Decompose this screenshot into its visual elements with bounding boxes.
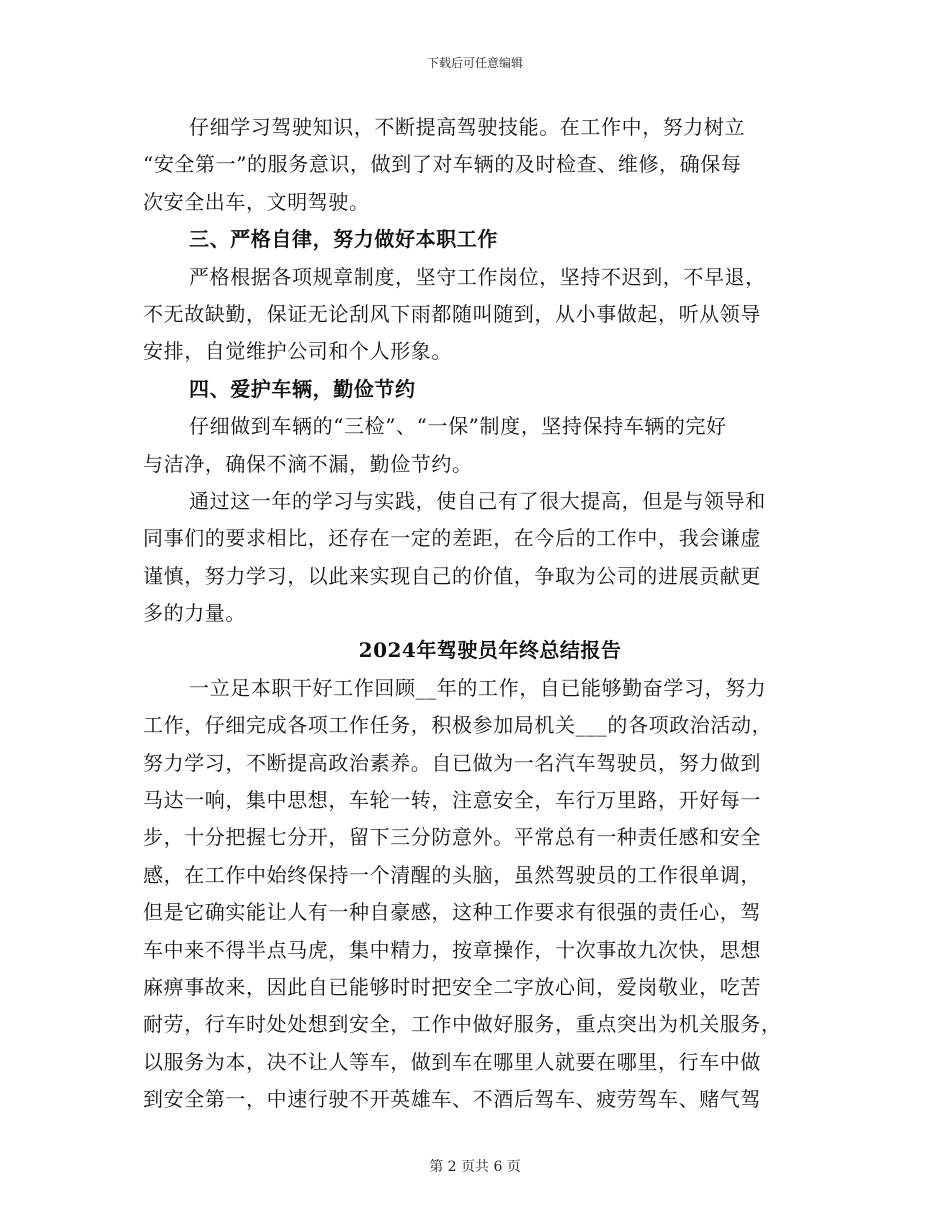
- paragraph-line: 步，十分把握七分开，留下三分防意外。平常总有一种责任感和安全: [143, 825, 761, 850]
- paragraph-line: 努力学习，不断提高政治素养。自已做为一名汽车驾驶员，努力做到: [143, 750, 761, 775]
- paragraph-line: 车中来不得半点马虎，集中精力，按章操作，十次事故九次快，思想: [143, 937, 761, 962]
- paragraph-line: 谨慎，努力学习，以此来实现自己的价值，争取为公司的进展贡献更: [143, 563, 761, 588]
- paragraph-line: 次安全出车，文明驾驶。: [143, 189, 370, 214]
- paragraph-line: 麻痹事故来，因此自已能够时时把安全二字放心间，爱岗敬业，吃苦: [143, 974, 761, 999]
- section-heading: 三、严格自律，努力做好本职工作: [189, 227, 498, 252]
- paragraph-line: 不无故缺勤，保证无论刮风下雨都随叫随到，从小事做起，听从领导: [143, 301, 761, 326]
- paragraph-line: 工作，仔细完成各项工作任务，积极参加局机关___的各项政治活动，: [143, 713, 773, 738]
- paragraph-line: 到安全第一，中速行驶不开英雄车、不酒后驾车、疲劳驾车、赌气驾: [143, 1087, 761, 1112]
- paragraph-first-line: 仔细做到车辆的“三检”、“一保”制度，坚持保持车辆的完好: [189, 414, 727, 439]
- paragraph-first-line: 通过这一年的学习与实践，使自己有了很大提高，但是与领导和: [189, 488, 766, 513]
- paragraph-line: “安全第一”的服务意识，做到了对车辆的及时检查、维修，确保每: [143, 152, 742, 177]
- paragraph-line: 耐劳，行车时处处想到安全，工作中做好服务，重点突出为机关服务，: [143, 1012, 782, 1037]
- report-title: 2024年驾驶员年终总结报告: [358, 638, 622, 663]
- page-header: 下载后可任意编辑: [426, 56, 523, 70]
- paragraph-line: 安排，自觉维护公司和个人形象。: [143, 339, 452, 364]
- paragraph-line: 马达一响，集中思想，车轮一转，注意安全，车行万里路，开好每一: [143, 788, 761, 813]
- paragraph-line: 同事们的要求相比，还存在一定的差距，在今后的工作中，我会谦虚: [143, 526, 761, 551]
- page-footer: 第 2 页共 6 页: [429, 1159, 521, 1175]
- paragraph-first-line: 一立足本职干好工作回顾__年的工作，自已能够勤奋学习，努力: [189, 675, 767, 700]
- paragraph-line: 多的力量。: [143, 601, 246, 626]
- paragraph-first-line: 仔细学习驾驶知识，不断提高驾驶技能。在工作中，努力树立: [189, 115, 746, 139]
- paragraph-line: 但是它确实能让人有一种自豪感，这种工作要求有很强的责任心，驾: [143, 900, 761, 925]
- paragraph-line: 以服务为本，决不让人等车，做到车在哪里人就要在哪里，行车中做: [143, 1049, 761, 1074]
- section-heading: 四、爱护车辆，勤俭节约: [189, 376, 416, 401]
- paragraph-line: 与洁净，确保不滴不漏，勤俭节约。: [143, 451, 473, 476]
- document-body: [143, 109, 803, 1119]
- paragraph-first-line: 严格根据各项规章制度，坚守工作岗位，坚持不迟到，不早退，: [189, 264, 766, 289]
- paragraph-line: 感，在工作中始终保持一个清醒的头脑，虽然驾驶员的工作很单调，: [143, 862, 761, 887]
